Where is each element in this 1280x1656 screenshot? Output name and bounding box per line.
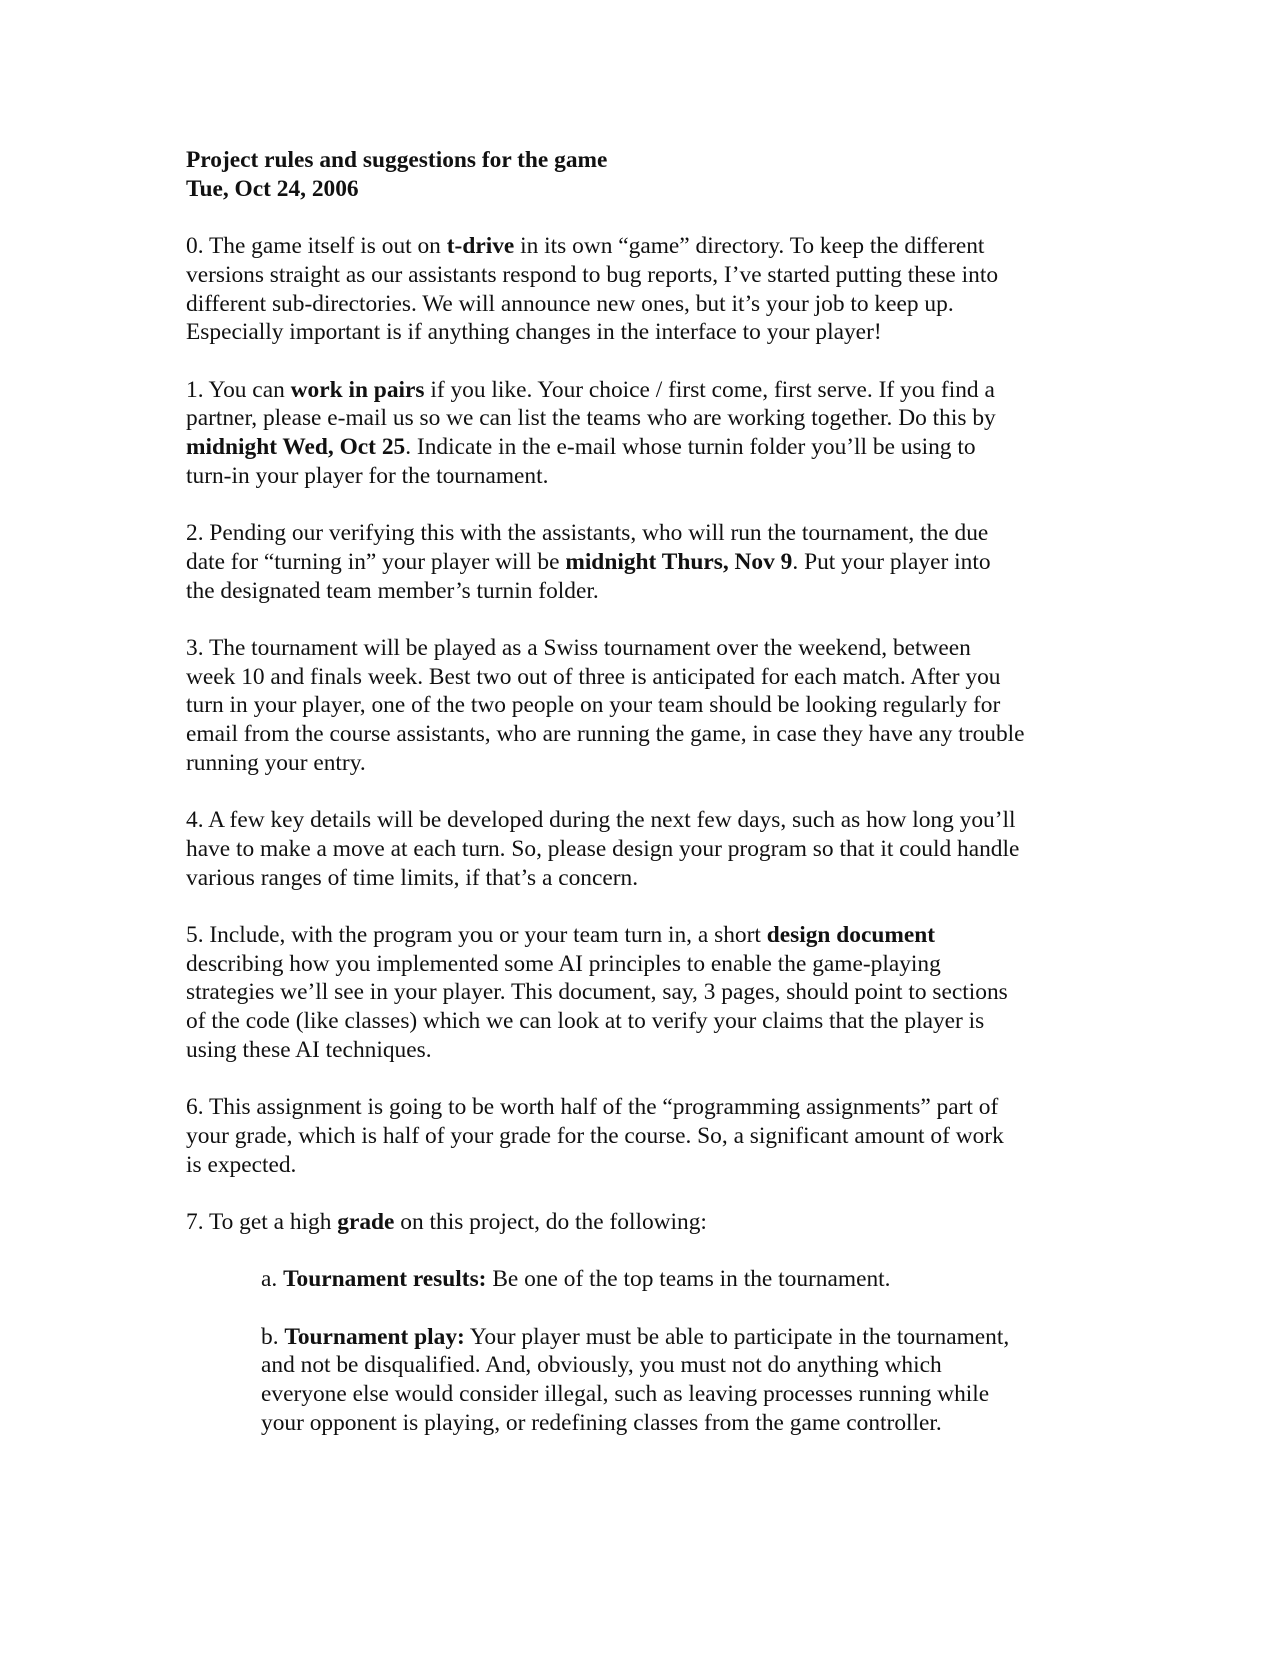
item-6 [186,1093,1086,1179]
item-3-line-5: running your entry. [186,749,366,776]
item-5 [186,921,1086,1065]
item-1-line-3: midnight Wed, Oct 25. Indicate in the e-mail whose turnin folder you’ll be using to [186,434,976,460]
item-7b-line-1: b. Tournament play: Your player must be able to participate in the tournament, [261,1323,1010,1350]
item-0-line-1: 0. The game itself is out on t-drive in its own “game” directory. To keep the different [186,233,985,260]
item-3 [186,634,1086,778]
item-6-line-2: your grade, which is half of your grade for the course. So, a significant amount of work [186,1122,1004,1149]
item-4 [186,806,1086,892]
item-0-line-3: different sub-directories. We will announce new ones, but it’s your job to keep up. [186,290,954,317]
item-6-line-1: 6. This assignment is going to be worth half of the “programming assignments” part of [186,1094,999,1121]
tournament-play-label: Tournament play: [284,1323,465,1350]
item-0-line-4: Especially important is if anything changes in the interface to your player! [186,319,882,346]
grade-emphasis: grade [337,1208,395,1235]
item-7b-line-2: and not be disqualified. And, obviously, you must not do anything which [261,1352,942,1379]
deadline-turnin-emphasis: midnight Thurs, Nov 9 [565,548,793,575]
work-in-pairs-emphasis: work in pairs [290,376,425,403]
item-5-line-1: 5. Include, with the program you or your team turn in, a short design document [186,921,936,948]
item-6-line-3: is expected. [186,1151,297,1178]
item-2-line-1: 2. Pending our verifying this with the assistants, who will run the tournament, the due [186,520,989,547]
document-header [186,146,1086,203]
item-7a [186,1265,1086,1294]
item-5-line-5: using these AI techniques. [186,1036,432,1063]
item-1-line-1: 1. You can work in pairs if you like. Your choice / first come, first serve. If you find a [186,376,995,403]
item-7b [186,1323,1086,1438]
t-drive-emphasis: t-drive [446,233,515,260]
item-2-line-2: date for “turning in” your player will be midnight Thurs, Nov 9. Put your player into [186,548,991,575]
item-7b-line-3: everyone else would consider illegal, such as leaving processes running while [261,1381,990,1408]
item-3-line-3: turn in your player, one of the two people on your team should be looking regularly for [186,692,1001,719]
deadline-pairs-emphasis: midnight Wed, Oct 25 [186,434,406,460]
document-title: Project rules and suggestions for the game [186,147,608,173]
item-1-line-2: partner, please e-mail us so we can list the teams who are working together. Do this by [186,405,996,432]
item-0-line-2: versions straight as our assistants respond to bug reports, I’ve started putting these into [186,261,999,288]
item-7-line-1: 7. To get a high grade on this project, do the following: [186,1208,707,1235]
item-4-line-1: 4. A few key details will be developed during the next few days, such as how long you’ll [186,807,1016,834]
item-3-line-2: week 10 and finals week. Best two out of three is anticipated for each match. After you [186,663,1001,690]
item-4-line-2: have to make a move at each turn. So, please design your program so that it could handle [186,835,1020,862]
item-3-line-1: 3. The tournament will be played as a Swiss tournament over the weekend, between [186,634,971,661]
document-date: Tue, Oct 24, 2006 [186,175,359,202]
tournament-results-label: Tournament results: [283,1266,487,1293]
item-4-line-3: various ranges of time limits, if that’s a concern. [186,864,639,891]
design-document-emphasis: design document [766,921,936,948]
item-5-line-3: strategies we’ll see in your player. This document, say, 3 pages, should point to sections [186,979,1008,1006]
item-0 [186,232,1086,347]
item-2 [186,519,1086,605]
item-1-line-4: turn-in your player for the tournament. [186,462,549,489]
item-1 [186,376,1086,491]
item-7 [186,1208,1086,1237]
item-5-line-2: describing how you implemented some AI principles to enable the game-playing [186,950,941,977]
item-2-line-3: the designated team member’s turnin folder. [186,577,599,604]
item-3-line-4: email from the course assistants, who are running the game, in case they have any trouble [186,721,1025,747]
item-7b-line-4: your opponent is playing, or redefining classes from the game controller. [261,1409,942,1436]
item-7a-line-1: a. Tournament results: Be one of the top teams in the tournament. [261,1266,891,1293]
item-5-line-4: of the code (like classes) which we can look at to verify your claims that the player is [186,1008,985,1034]
document-page [186,146,1086,1466]
